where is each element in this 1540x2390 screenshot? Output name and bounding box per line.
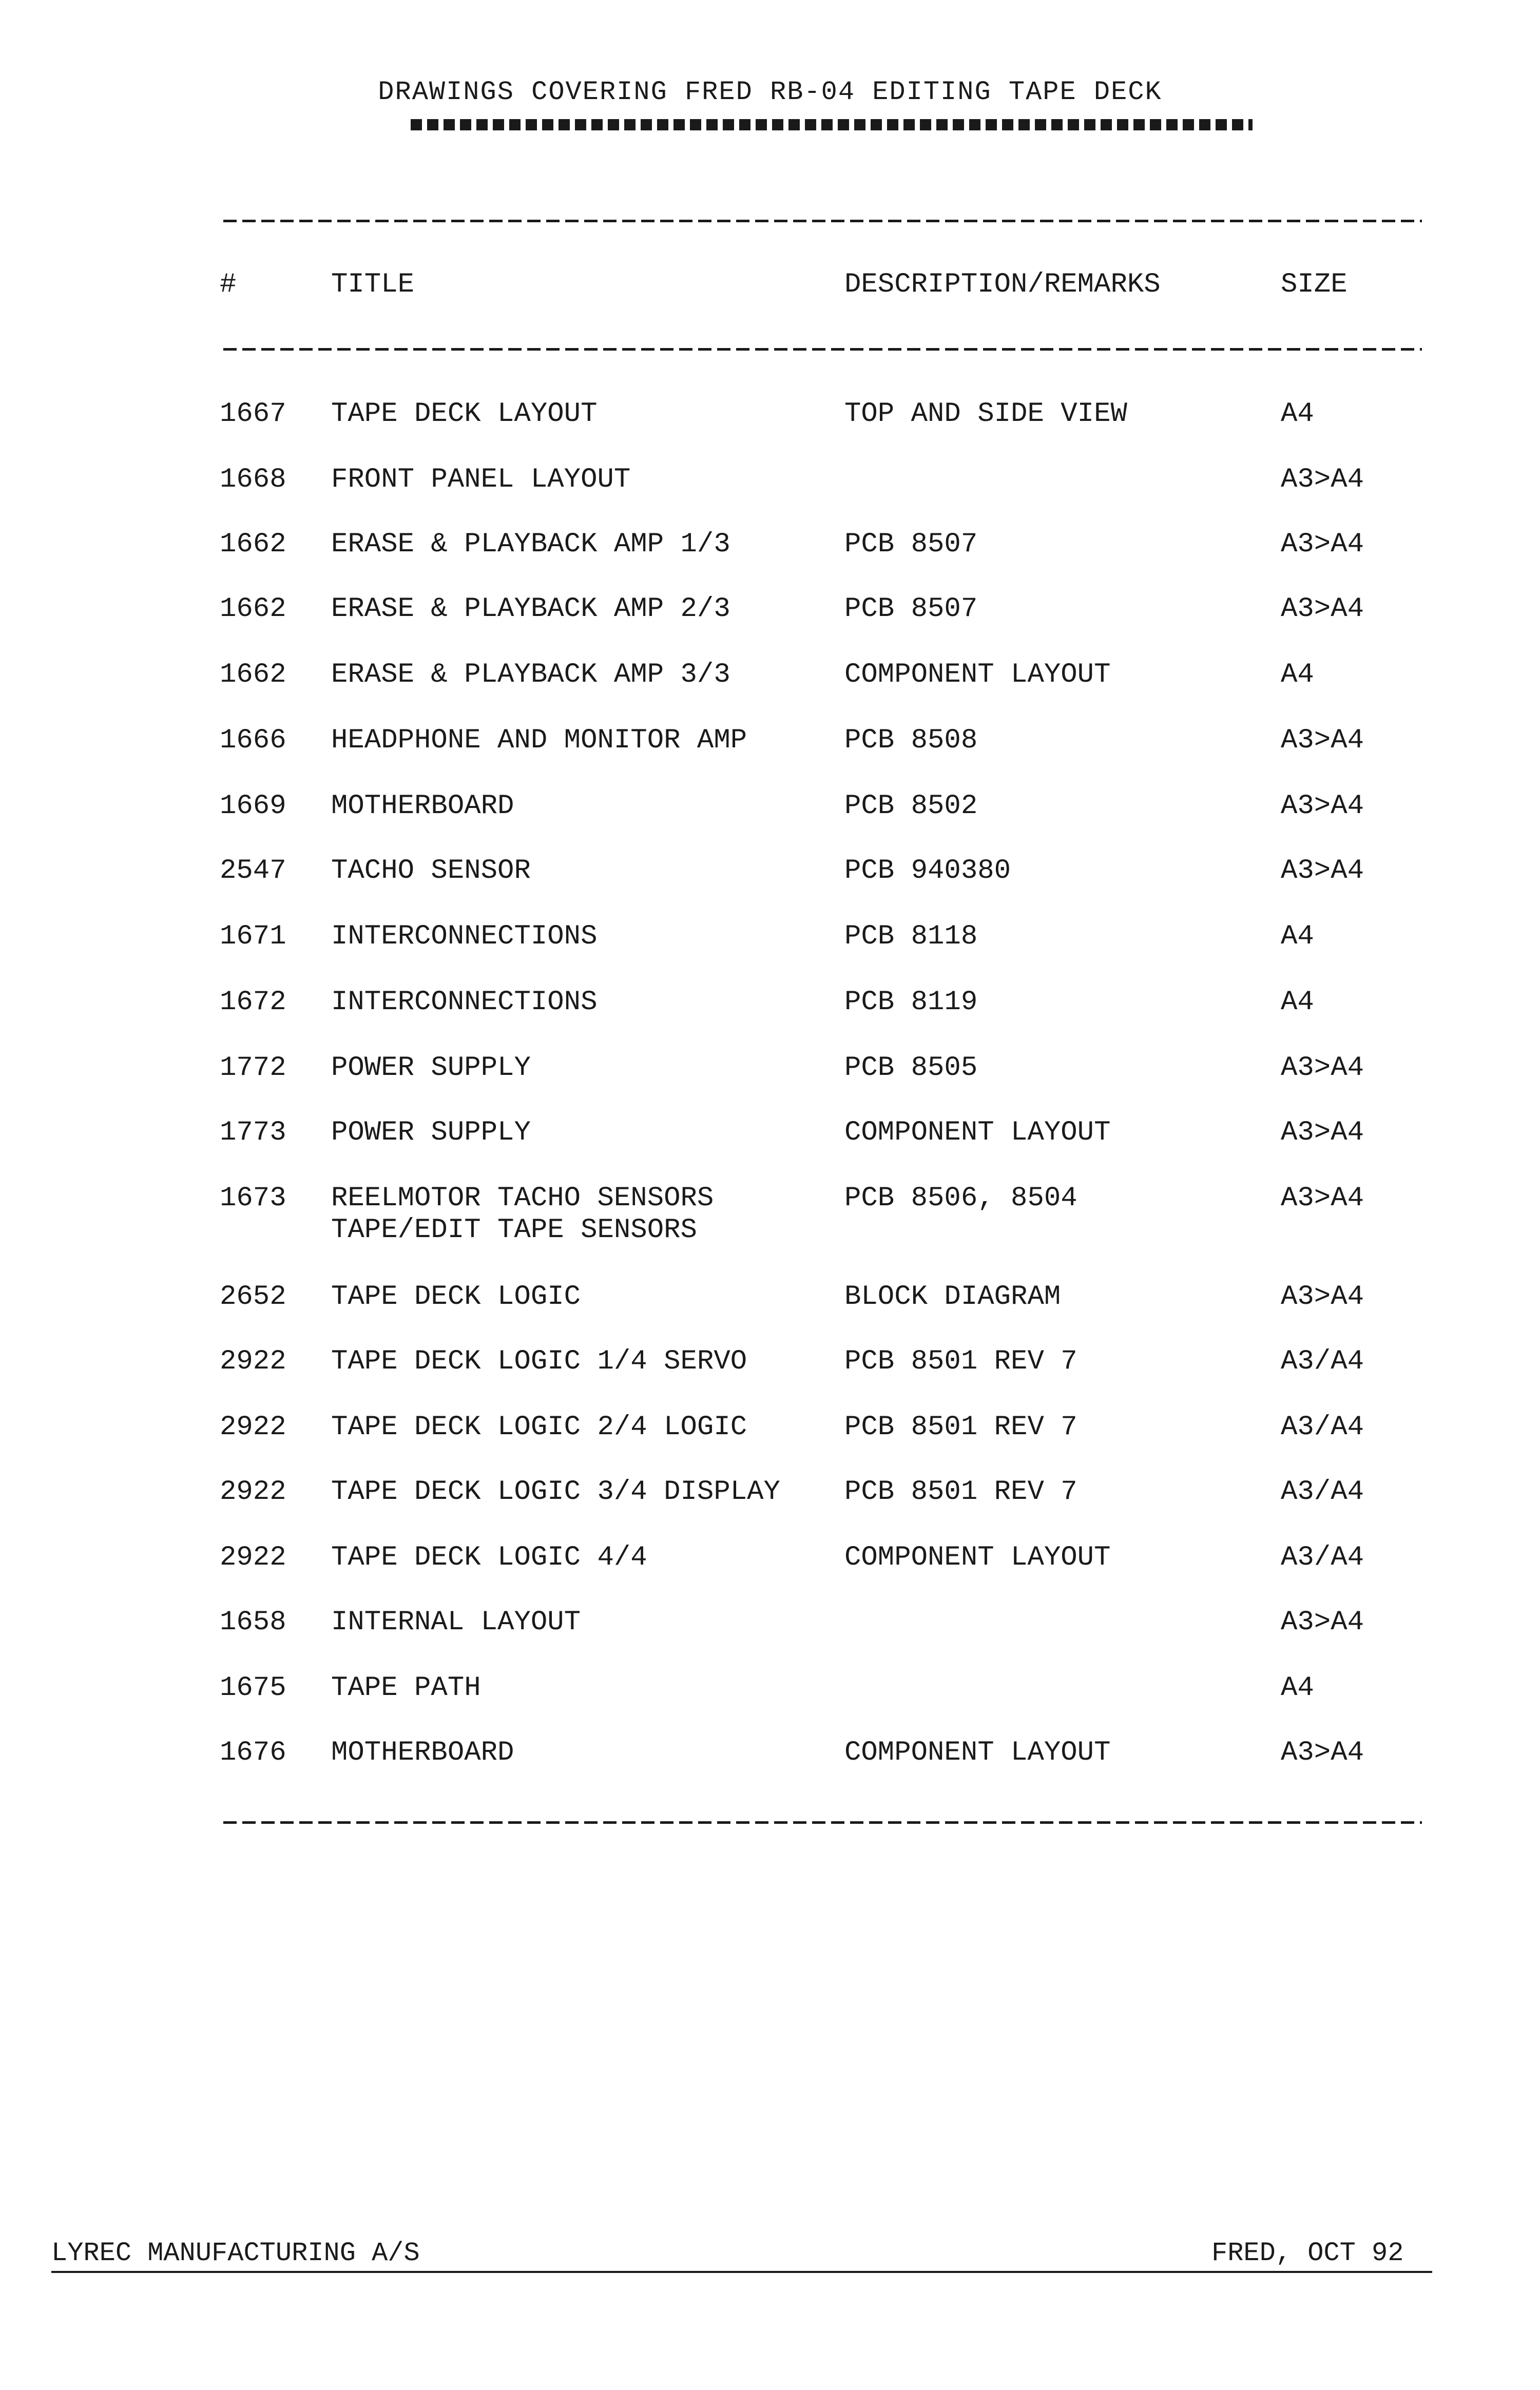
row-description: TOP AND SIDE VIEW <box>844 398 1127 430</box>
table-row <box>0 1672 1540 1734</box>
row-number: 1668 <box>220 464 286 495</box>
row-description: COMPONENT LAYOUT <box>844 1542 1111 1573</box>
row-size: A3>A4 <box>1281 1607 1364 1638</box>
row-description: PCB 8501 REV 7 <box>844 1412 1077 1443</box>
row-number: 1669 <box>220 791 286 822</box>
row-description: PCB 8501 REV 7 <box>844 1476 1077 1508</box>
row-number: 1662 <box>220 529 286 560</box>
row-description: PCB 8508 <box>844 725 978 756</box>
row-number: 2652 <box>220 1281 286 1313</box>
row-number: 1662 <box>220 659 286 690</box>
row-number: 1671 <box>220 921 286 952</box>
table-row <box>0 1737 1540 1799</box>
row-size: A3>A4 <box>1281 855 1364 886</box>
table-row <box>0 464 1540 526</box>
row-number: 1658 <box>220 1607 286 1638</box>
row-number: 2922 <box>220 1346 286 1377</box>
row-title: MOTHERBOARD <box>331 1737 514 1768</box>
row-number: 1675 <box>220 1672 286 1704</box>
table-row <box>0 1052 1540 1114</box>
table-row <box>0 1542 1540 1604</box>
document-title: DRAWINGS COVERING FRED RB-04 EDITING TAPE DECK <box>378 77 1162 107</box>
row-title: INTERCONNECTIONS <box>331 987 598 1018</box>
footer-rule <box>51 2271 1432 2273</box>
table-row <box>0 725 1540 786</box>
row-size: A3/A4 <box>1281 1346 1364 1377</box>
row-size: A4 <box>1281 659 1314 690</box>
row-title: REELMOTOR TACHO SENSORS TAPE/EDIT TAPE SENSORS <box>331 1183 714 1246</box>
table-row <box>0 593 1540 655</box>
row-title: TAPE DECK LOGIC <box>331 1281 581 1313</box>
row-title: TAPE DECK LOGIC 1/4 SERVO <box>331 1346 747 1377</box>
row-number: 1676 <box>220 1737 286 1768</box>
row-description: BLOCK DIAGRAM <box>844 1281 1061 1313</box>
table-row <box>0 1346 1540 1408</box>
row-number: 1667 <box>220 398 286 430</box>
row-title: TAPE PATH <box>331 1672 481 1704</box>
table-header-rule <box>223 348 1422 351</box>
table-row <box>0 1412 1540 1473</box>
row-title: TACHO SENSOR <box>331 855 531 886</box>
row-description: PCB 8507 <box>844 593 978 625</box>
row-number: 1673 <box>220 1183 286 1214</box>
table-row <box>0 1183 1540 1244</box>
table-row <box>0 1281 1540 1343</box>
row-description: PCB 8507 <box>844 529 978 560</box>
column-header-title: TITLE <box>331 269 415 300</box>
row-size: A3>A4 <box>1281 1052 1364 1084</box>
table-row <box>0 398 1540 460</box>
row-size: A4 <box>1281 1672 1314 1704</box>
row-number: 1772 <box>220 1052 286 1084</box>
row-size: A3/A4 <box>1281 1542 1364 1573</box>
row-description: PCB 8502 <box>844 791 978 822</box>
table-row <box>0 529 1540 590</box>
row-number: 2922 <box>220 1476 286 1508</box>
row-description: COMPONENT LAYOUT <box>844 1117 1111 1148</box>
footer-date: FRED, OCT 92 <box>1211 2238 1404 2268</box>
column-header-description: DESCRIPTION/REMARKS <box>844 269 1161 300</box>
row-description: PCB 8501 REV 7 <box>844 1346 1077 1377</box>
table-row <box>0 987 1540 1048</box>
row-title: TAPE DECK LAYOUT <box>331 398 598 430</box>
row-description: PCB 8505 <box>844 1052 978 1084</box>
column-header-size: SIZE <box>1281 269 1348 300</box>
table-top-rule <box>223 220 1422 222</box>
row-title: TAPE DECK LOGIC 2/4 LOGIC <box>331 1412 747 1443</box>
title-underline <box>411 119 1253 130</box>
table-row <box>0 659 1540 721</box>
row-number: 2922 <box>220 1542 286 1573</box>
row-description: COMPONENT LAYOUT <box>844 1737 1111 1768</box>
row-size: A3>A4 <box>1281 1737 1364 1768</box>
table-row <box>0 855 1540 917</box>
row-number: 1666 <box>220 725 286 756</box>
row-title: MOTHERBOARD <box>331 791 514 822</box>
row-description: COMPONENT LAYOUT <box>844 659 1111 690</box>
row-size: A4 <box>1281 921 1314 952</box>
row-description: PCB 8506, 8504 <box>844 1183 1077 1214</box>
row-number: 1662 <box>220 593 286 625</box>
table-row <box>0 921 1540 982</box>
table-row <box>0 1117 1540 1179</box>
row-size: A3>A4 <box>1281 725 1364 756</box>
row-title: ERASE & PLAYBACK AMP 3/3 <box>331 659 730 690</box>
row-title: TAPE DECK LOGIC 4/4 <box>331 1542 647 1573</box>
row-size: A3>A4 <box>1281 464 1364 495</box>
row-number: 2922 <box>220 1412 286 1443</box>
table-row <box>0 791 1540 852</box>
row-number: 1672 <box>220 987 286 1018</box>
row-title: FRONT PANEL LAYOUT <box>331 464 631 495</box>
row-number: 1773 <box>220 1117 286 1148</box>
row-title: INTERNAL LAYOUT <box>331 1607 581 1638</box>
row-size: A3/A4 <box>1281 1412 1364 1443</box>
row-size: A4 <box>1281 987 1314 1018</box>
row-size: A3>A4 <box>1281 791 1364 822</box>
row-title: ERASE & PLAYBACK AMP 1/3 <box>331 529 730 560</box>
table-row <box>0 1476 1540 1538</box>
row-title: TAPE DECK LOGIC 3/4 DISPLAY <box>331 1476 780 1508</box>
row-size: A3/A4 <box>1281 1476 1364 1508</box>
row-title: ERASE & PLAYBACK AMP 2/3 <box>331 593 730 625</box>
footer-company: LYREC MANUFACTURING A/S <box>51 2238 420 2268</box>
row-size: A3>A4 <box>1281 1117 1364 1148</box>
row-title: INTERCONNECTIONS <box>331 921 598 952</box>
row-title: POWER SUPPLY <box>331 1117 531 1148</box>
row-size: A3>A4 <box>1281 1281 1364 1313</box>
row-number: 2547 <box>220 855 286 886</box>
row-size: A3>A4 <box>1281 529 1364 560</box>
row-description: PCB 940380 <box>844 855 1011 886</box>
table-bottom-rule <box>223 1821 1422 1824</box>
table-row <box>0 1607 1540 1668</box>
row-size: A4 <box>1281 398 1314 430</box>
row-title: HEADPHONE AND MONITOR AMP <box>331 725 747 756</box>
row-title: POWER SUPPLY <box>331 1052 531 1084</box>
row-size: A3>A4 <box>1281 593 1364 625</box>
row-description: PCB 8119 <box>844 987 978 1018</box>
column-header-number: # <box>220 269 237 300</box>
row-size: A3>A4 <box>1281 1183 1364 1214</box>
row-description: PCB 8118 <box>844 921 978 952</box>
